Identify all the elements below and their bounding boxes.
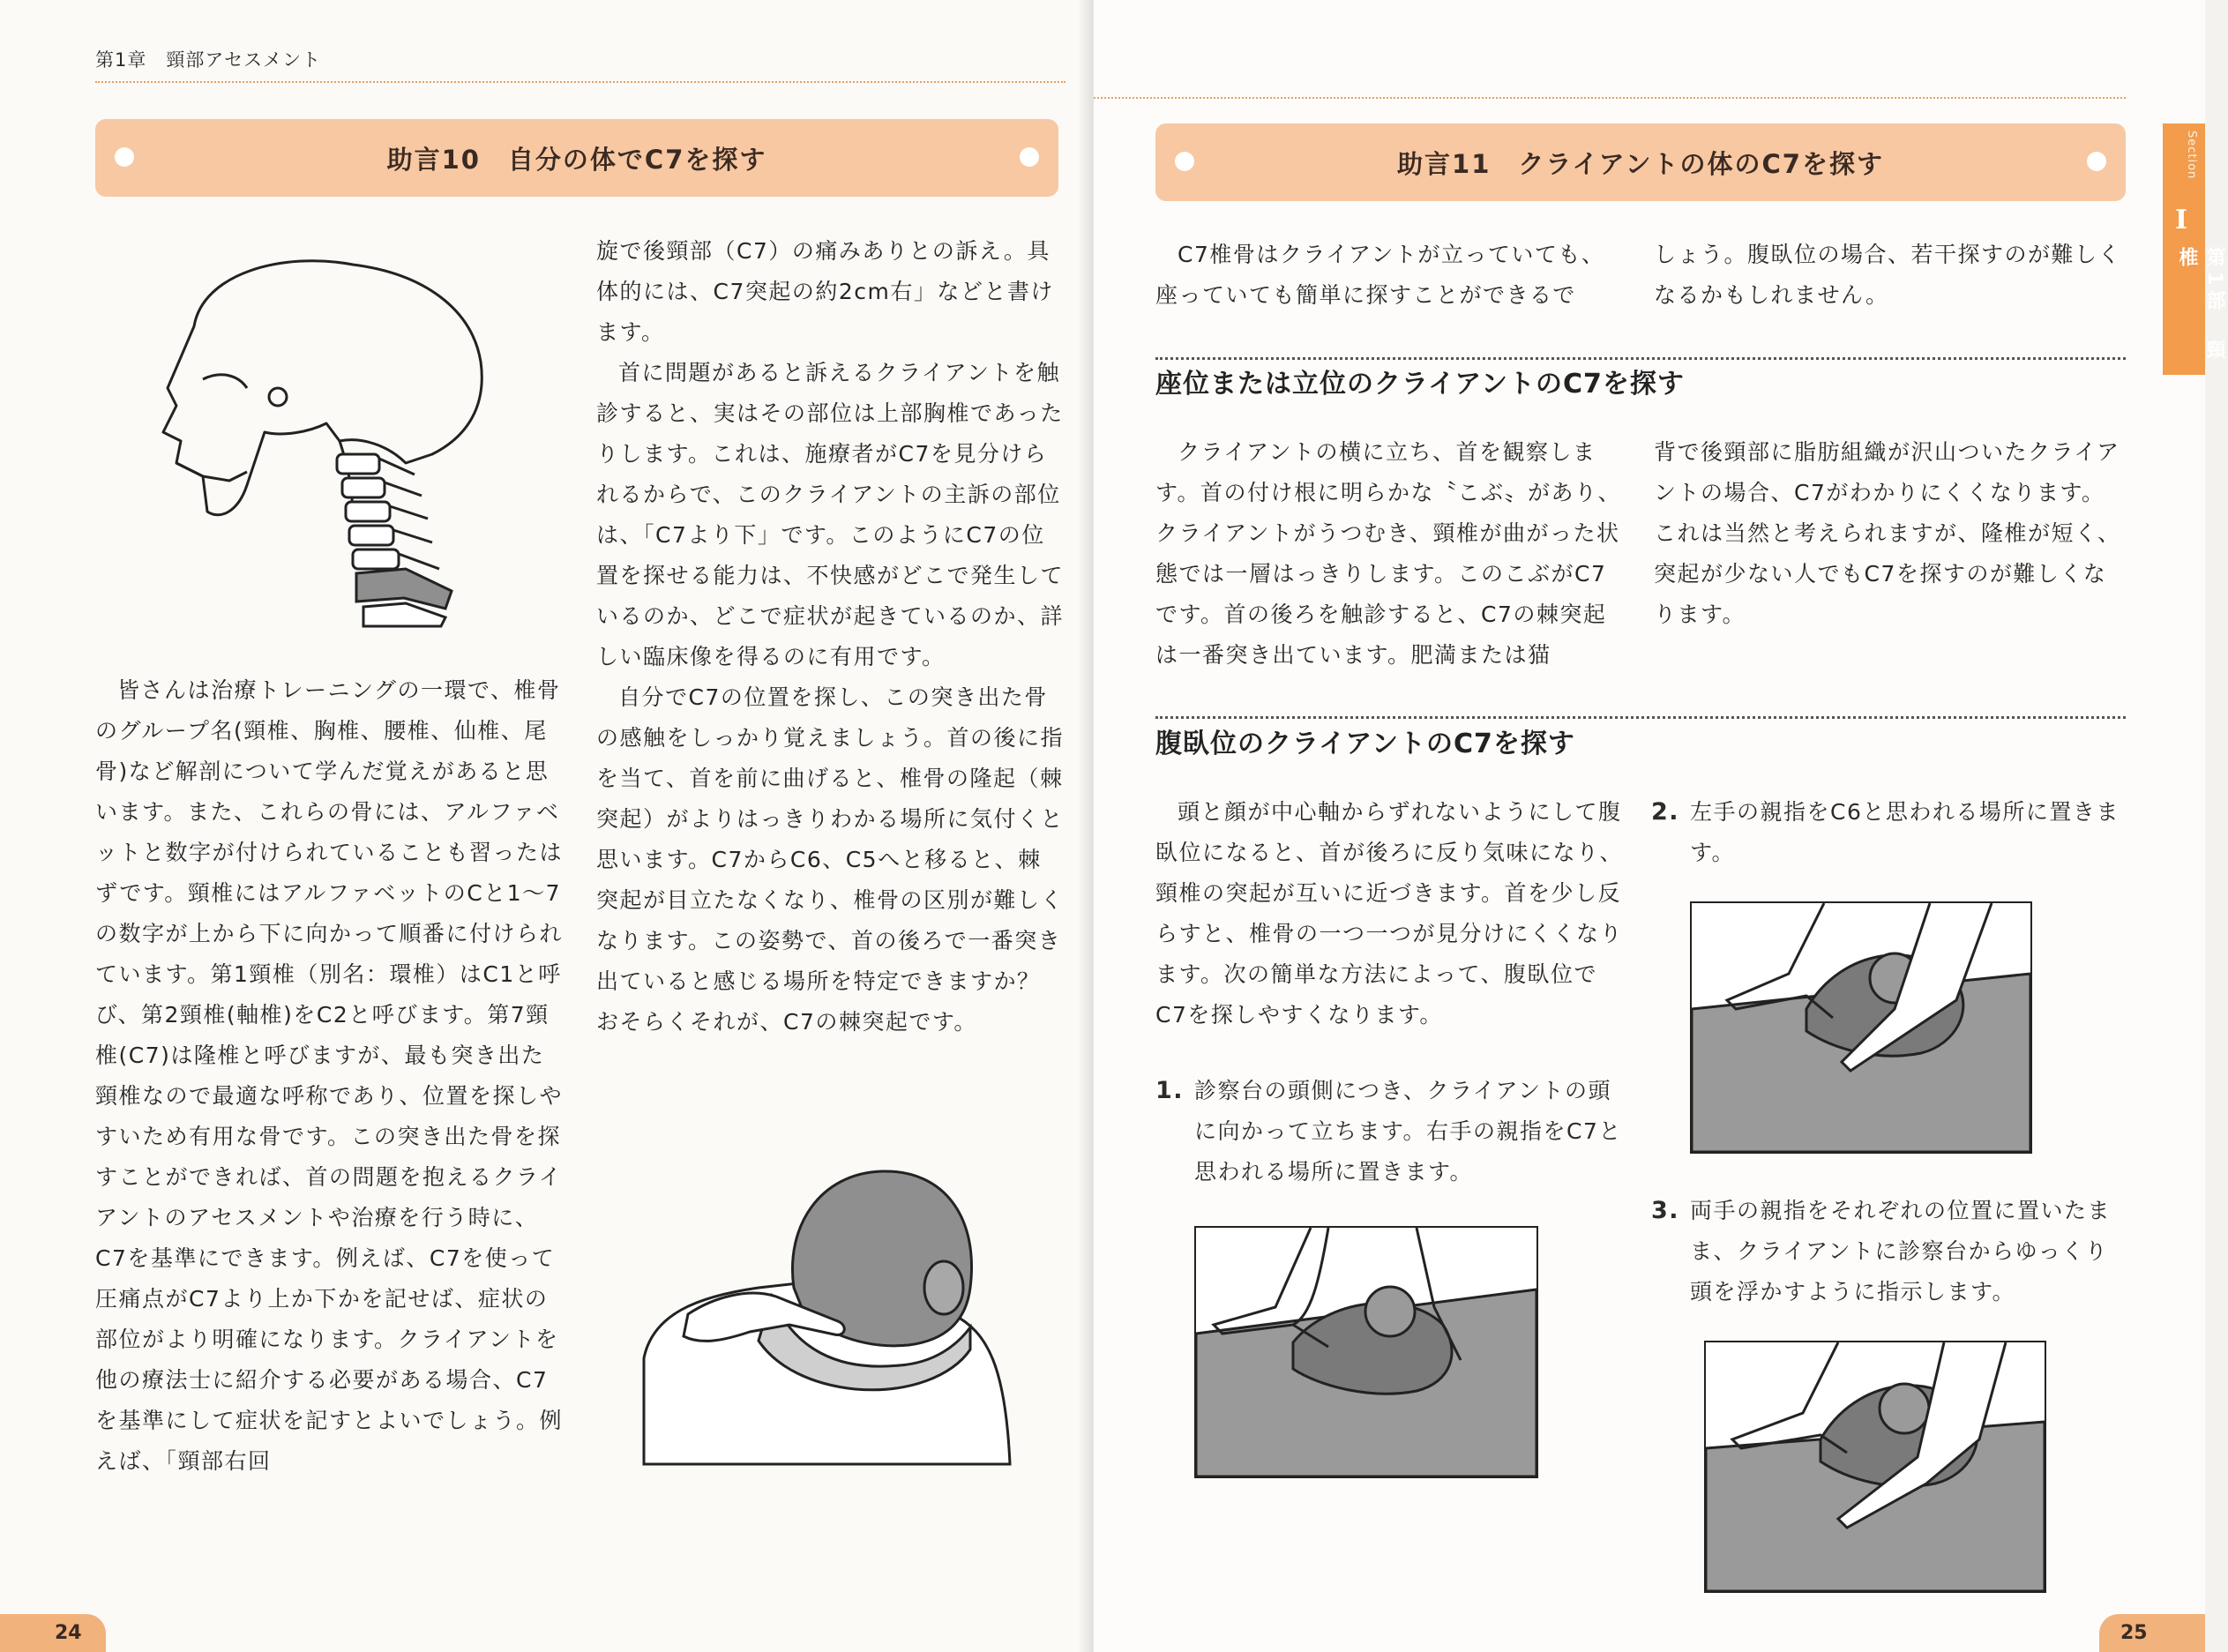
prone-step1-illustration [1194, 1226, 1538, 1478]
seated-column-1 [1155, 432, 1623, 676]
page-number: 24 [0, 1614, 106, 1652]
step-text: 診察台の頭側につき、クライアントの頭に向かって立ちます。右手の親指をC7と思われる場所に置きます。 [1194, 1078, 1622, 1185]
prone-step2-illustration [1690, 901, 2032, 1154]
section-heading-seated: 座位または立位のクライアントのC7を探す [1155, 369, 1685, 400]
paragraph: しょう。腹臥位の場合、若干探すのが難しくなるかもしれません。 [1654, 242, 2122, 308]
left-column-1 [95, 670, 563, 1482]
paragraph: 背で後頸部に脂肪組織が沢山ついたクライアントの場合、C7がわかりにくくなります。これは当然と考えられますが、隆椎が短く、突起が少ない人でもC7を探すのが難しくなります。 [1654, 439, 2121, 627]
paragraph: 頭と顔が中心軸からずれないようにして腹臥位になると、首が後ろに反り気味になり、頸椎の突起が互いに近づきます。首を少し反らすと、椎骨の一つ一つが見分けにくくなります。次の簡単な方法によって、腹臥位でC7を探しやすくなります。 [1155, 799, 1624, 1028]
banner-hole-left [1175, 152, 1194, 171]
prone-step3-illustration [1704, 1341, 2046, 1593]
prone-intro [1155, 792, 1623, 1035]
header-rule [95, 81, 1065, 83]
paragraph: 自分でC7の位置を探し、この突き出た骨の感触をしっかり覚えましょう。首の後に指を当て、首を前に曲げると、椎骨の隆起（棘突起）がよりはっきりわかる場所に気付くと思います。C7からC6、C5へと移ると、棘突起が目立たなくなり、椎骨の区別が難しくなります。この姿勢で、首の後ろで一番突き出ていると感じる場所を特定できますか？ おそらくそれが、C7の棘突起です。 [596, 684, 1065, 1035]
left-column-2 [596, 231, 1064, 1043]
running-head: 第1章 頸部アセスメント [95, 49, 322, 71]
banner-hole-left [115, 147, 134, 167]
step-number: 3. [1651, 1197, 1680, 1224]
banner-title: 助言10 自分の体でC7を探す [386, 144, 767, 175]
paragraph: クライアントの横に立ち、首を観察します。首の付け根に明らかな〝こぶ〟があり、クライアントがうつむき、頸椎が曲がった状態では一層はっきりします。このこぶがC7です。首の後ろを触診すると、C7の棘突起は一番突き出ています。肥満または猫 [1155, 439, 1622, 668]
step-number: 2. [1651, 798, 1680, 826]
intro-column-1 [1155, 235, 1623, 316]
section-rule [1155, 716, 2126, 719]
seated-column-2 [1654, 432, 2121, 635]
right-page [1094, 0, 2205, 1652]
section-roman-numeral: I [2175, 205, 2188, 235]
self-palpation-illustration [617, 1164, 1023, 1464]
step-3 [1651, 1191, 2126, 1312]
banner-title: 助言11 クライアントの体のC7を探す [1397, 148, 1884, 179]
section-rule [1155, 357, 2126, 360]
left-page [0, 0, 1094, 1652]
step-2 [1651, 792, 2126, 873]
step-1 [1155, 1071, 1626, 1192]
section-thumb-tab [2163, 123, 2225, 375]
step-text: 左手の親指をC6と思われる場所に置きます。 [1690, 799, 2120, 865]
skull-spine-illustration [141, 256, 520, 626]
banner-hole-right [2087, 152, 2106, 171]
section-heading-prone: 腹臥位のクライアントのC7を探す [1155, 729, 1575, 759]
banner-hole-right [1020, 147, 1039, 167]
paragraph: 旋で後頸部（C7）の痛みありとの訴え。具体的には、C7突起の約2cm右」などと書けます。 [596, 238, 1054, 345]
page-number: 25 [2099, 1614, 2205, 1652]
paragraph: C7椎骨はクライアントが立っていても、座っていても簡単に探すことができるで [1155, 242, 1605, 308]
step-number: 1. [1155, 1077, 1185, 1104]
step-text: 両手の親指をそれぞれの位置に置いたまま、クライアントに診察台からゆっくり頭を浮かすように指示します。 [1690, 1198, 2112, 1304]
paragraph: 首に問題があると訴えるクライアントを触診すると、実はその部位は上部胸椎であったりします。これは、施療者がC7を見分けられるからで、このクライアントの主訴の部位は、「C7より下」です。このようにC7の位置を探せる能力は、不快感がどこで発生しているのか、どこで症状が起きているのか、詳しい臨床像を得るのに有用です。 [596, 360, 1065, 669]
paragraph: 皆さんは治療トレーニングの一環で、椎骨のグループ名(頸椎、胸椎、腰椎、仙椎、尾骨)など解剖について学んだ覚えがあると思います。また、これらの骨には、アルファベットと数字が付けられていることも習ったはずです。頸椎にはアルファベットのCと1～7の数字が上から下に向かって順番に付けられています。第1頸椎（別名：環椎）はC1と呼び、第2頸椎(軸椎)をC2と呼びます。第7頸椎(C7)は隆椎と呼びますが、最も突き出た頸椎なので最適な呼称であり、位置を探しやすいため有用な骨です。この突き出た骨を探すことができれば、首の問題を抱えるクライアントのアセスメントや治療を行う時に、C7を基準にできます。例えば、C7を使って圧痛点がC7より上か下かを記せば、症状の部位がより明確になります。クライアントを他の療法士に紹介する必要がある場合、C7を基準にして症状を記すとよいでしょう。例えば、「頸部右回 [95, 677, 564, 1474]
tip-banner-11 [1155, 123, 2126, 201]
intro-column-2 [1654, 235, 2121, 316]
part-label: 第1部 頸椎 [2176, 247, 2225, 365]
header-rule [1094, 97, 2126, 99]
tip-banner-10 [95, 119, 1058, 197]
section-label: Section [2185, 131, 2198, 180]
